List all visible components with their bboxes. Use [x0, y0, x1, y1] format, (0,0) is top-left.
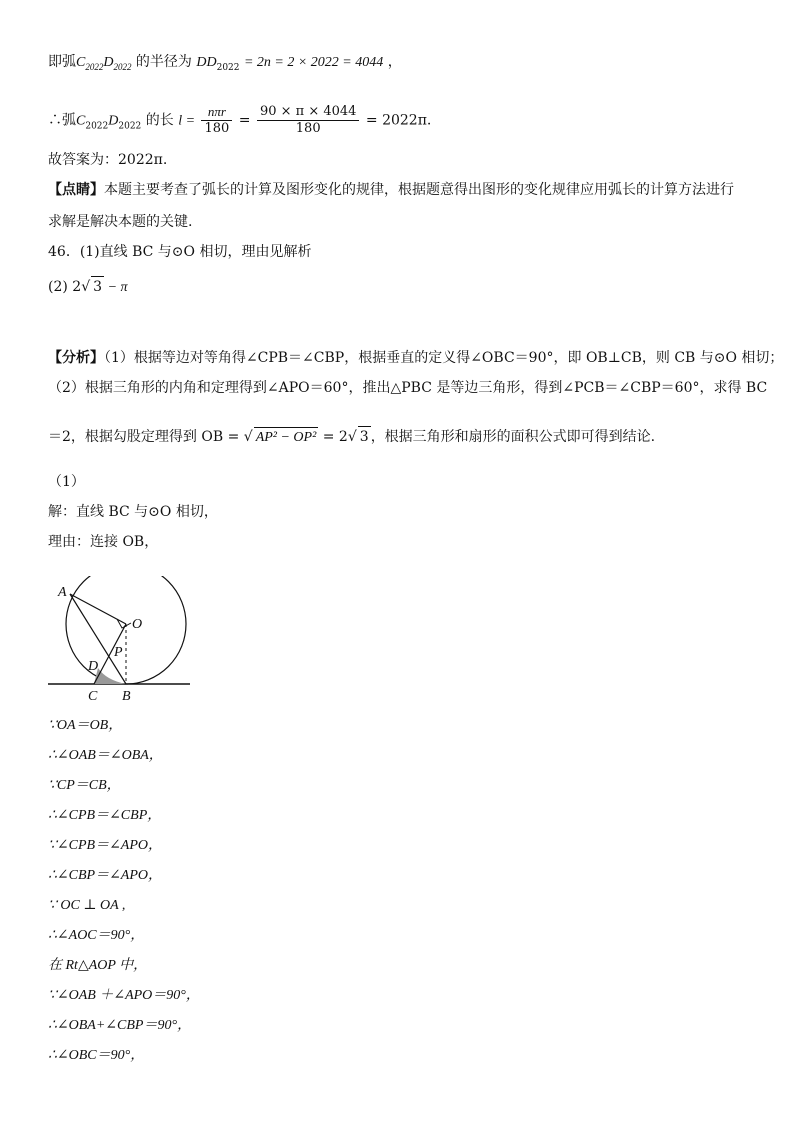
- solution-line-a: 解：直线 BC 与⊙O 相切，: [48, 504, 218, 520]
- proof-line: 在 Rt△AOP 中，: [48, 958, 148, 973]
- proof-line: ∴∠OBA+∠CBP＝90°，: [48, 1018, 192, 1033]
- label-b: B: [122, 689, 131, 704]
- proof-line: ∴∠OBC＝90°，: [48, 1048, 145, 1063]
- proof-line: ∴∠OAB＝∠OBA，: [48, 748, 163, 763]
- fraction-value: $\frac{90 \times \pi \times 4044}{180}$: [257, 104, 359, 137]
- circle-tangent-diagram: [48, 576, 208, 706]
- comment-line-1: 【点睛】本题主要考查了弧长的计算及图形变化的规律，根据题意得出图形的变化规律应用弧长的计算方法进行: [48, 182, 734, 198]
- proof-line: ∵CP＝CB，: [48, 778, 121, 793]
- proof-line: ∴∠CPB＝∠CBP，: [48, 808, 162, 823]
- q46-part2: (2) 2√ 3 − π: [48, 276, 128, 298]
- proof-line: ∴∠CBP＝∠APO，: [48, 868, 163, 883]
- q46-part1: 46．(1)直线 BC 与⊙O 相切，理由见解析: [48, 244, 312, 260]
- fraction-formula: $\frac{\text{nπr}}{180}$: [201, 104, 232, 137]
- proof-line: ∵∠CPB＝∠APO，: [48, 838, 163, 853]
- analysis-line-2: （2）根据三角形的内角和定理得到∠APO＝60°，推出△PBC 是等边三角形，得到∠PCB＝∠CBP＝60°，求得 BC: [48, 380, 768, 396]
- answer-line: 故答案为：2022π.: [48, 152, 168, 168]
- label-o: O: [132, 617, 143, 632]
- solution-part-label: （1）: [48, 474, 85, 490]
- comment-line-2: 求解是解决本题的关键.: [48, 214, 193, 230]
- label-p: P: [114, 645, 123, 660]
- arc-radius-line: 即弧$C_{2022}D_{2022}$ 的半径为 $DD_{2022} = 2n = 2 \times 2022 = 4044$ ，: [48, 54, 402, 73]
- proof-line: ∴∠AOC＝90°，: [48, 928, 145, 943]
- arc-length-line: ∴弧$C_{2022}D_{2022}$ 的长 l = $\frac{\text{nπr}}{180}$ = $\frac{90 \times \pi \times 4044}{180}$ = 2022π.: [48, 104, 432, 136]
- proof-line: ∵ OC ⊥ OA ,: [48, 898, 126, 913]
- proof-line: ∵OA＝OB，: [48, 718, 123, 733]
- label-d: D: [88, 659, 99, 674]
- label-a: A: [58, 585, 67, 600]
- analysis-line-3: ＝2，根据勾股定理得到 OB = √ AP² − OP² = 2√ 3 ，根据三角形和扇形的面积公式即可得到结论.: [48, 426, 655, 448]
- proof-line: ∵∠OAB ＋∠APO＝90°，: [48, 988, 200, 1003]
- analysis-line-1: 【分析】（1）根据等边对等角得∠CPB＝∠CBP，根据垂直的定义得∠OBC＝90°，即 OB⊥CB，则 CB 与⊙O 相切；: [48, 350, 784, 366]
- label-c: C: [88, 689, 98, 704]
- solution-line-b: 理由：连接 OB，: [48, 534, 159, 550]
- geometry-figure: [48, 576, 208, 706]
